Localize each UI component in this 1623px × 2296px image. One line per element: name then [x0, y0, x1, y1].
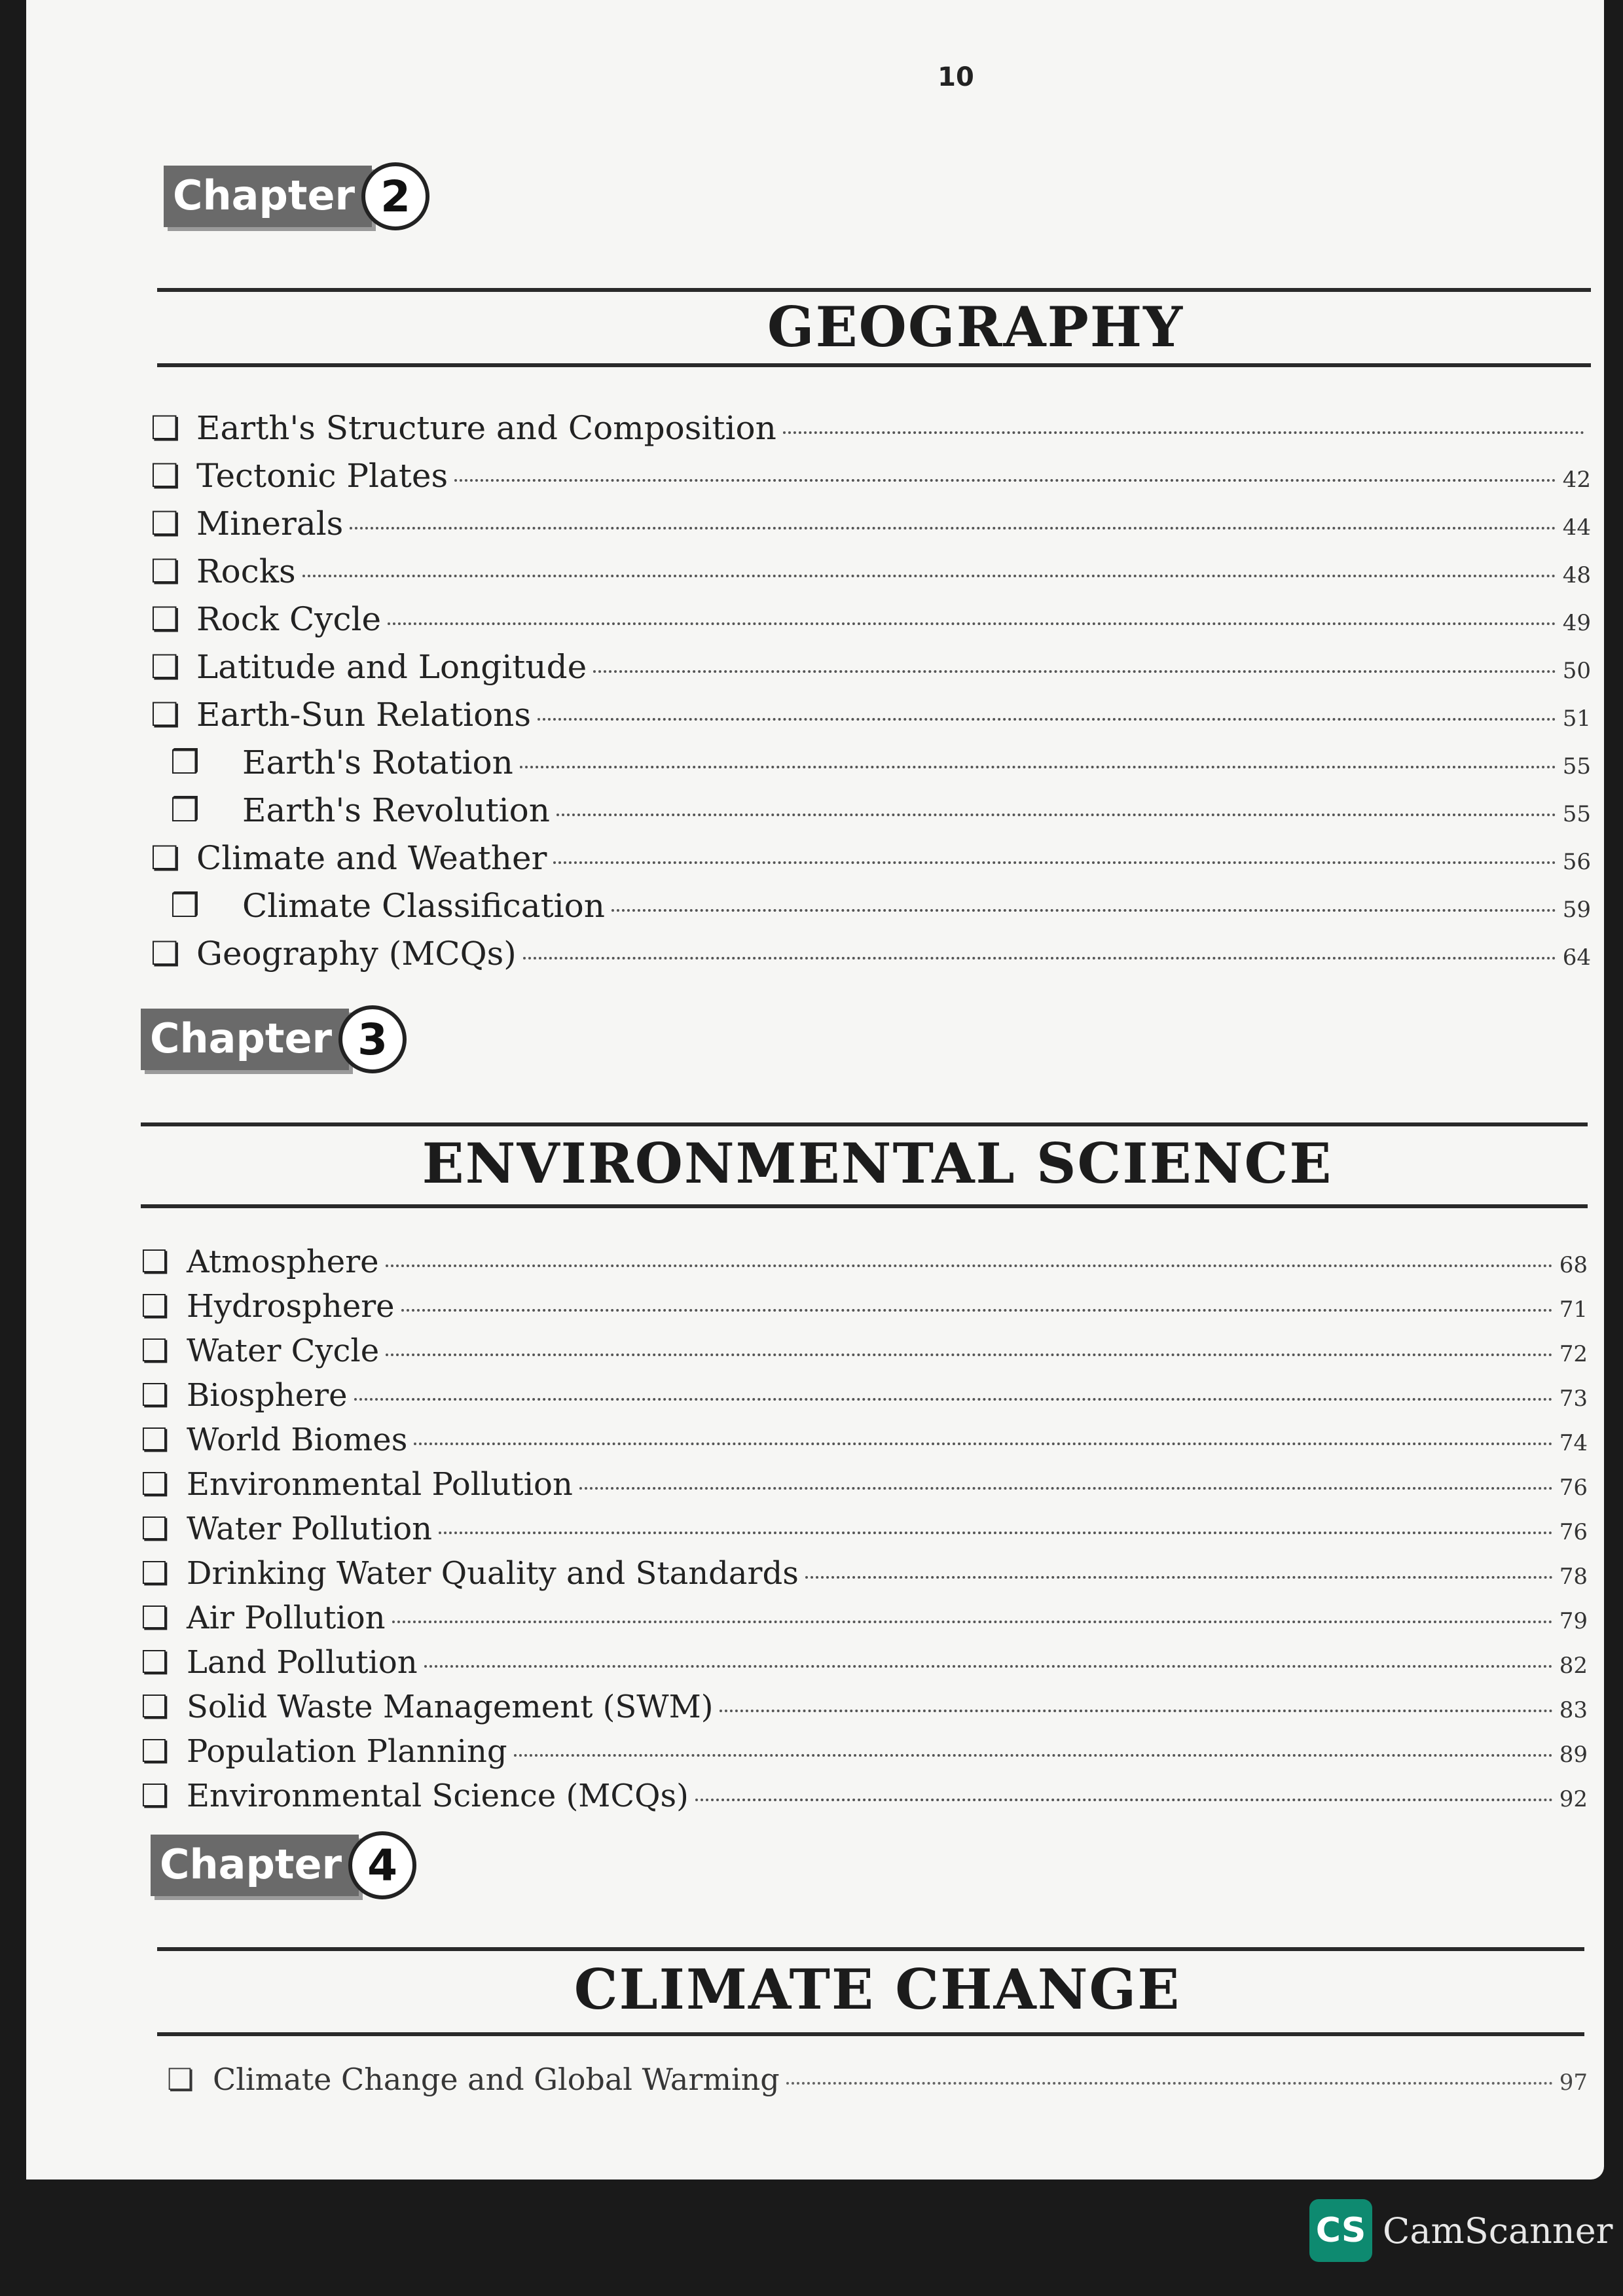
chapter-label: Chapter	[151, 1835, 359, 1896]
chapter-label: Chapter	[141, 1009, 349, 1070]
checkbox-icon: ❏	[151, 839, 180, 877]
checkbox-icon: ❏	[141, 1600, 170, 1636]
toc-subitem[interactable]: ❒ Earth's Rotation 55	[151, 744, 1591, 781]
checkbox-icon: ❏	[151, 552, 180, 590]
checkbox-icon: ❏	[141, 1644, 170, 1681]
toc-item[interactable]: ❏ Tectonic Plates 42	[151, 457, 1591, 495]
document-page	[26, 0, 1604, 2179]
toc-item[interactable]: ❏ Rock Cycle 49	[151, 600, 1591, 638]
chapter-number: 4	[348, 1831, 416, 1899]
toc-item[interactable]: ❏ Climate Change and Global Warming 97	[167, 2062, 1588, 2097]
toc-item[interactable]: ❏ Rocks 48	[151, 552, 1591, 590]
toc-subitem[interactable]: ❒ Climate Classification 59	[151, 887, 1591, 925]
divider-top	[157, 288, 1591, 292]
toc-item[interactable]: ❏ World Biomes 74	[141, 1422, 1588, 1458]
camscanner-name: CamScanner	[1383, 2210, 1613, 2251]
chapter-3-title: ENVIRONMENTAL SCIENCE	[422, 1131, 1333, 1196]
chapter-number: 2	[361, 162, 429, 230]
divider-bottom	[157, 363, 1591, 367]
toc-item[interactable]: ❏ Earth's Structure and Composition	[151, 409, 1591, 447]
chapter-label: Chapter	[164, 166, 372, 227]
toc-item[interactable]: ❏ Earth-Sun Relations 51	[151, 696, 1591, 734]
checkbox-icon: ❏	[151, 457, 180, 495]
chapter-3-badge	[141, 1007, 407, 1072]
toc-item[interactable]: ❏ Drinking Water Quality and Standards 78	[141, 1555, 1588, 1592]
toc-item[interactable]: ❏ Air Pollution 79	[141, 1600, 1588, 1636]
camscanner-watermark	[1309, 2199, 1613, 2262]
toc-item[interactable]: ❏ Climate and Weather 56	[151, 839, 1591, 877]
circle-bullet-icon: ❒	[170, 791, 200, 829]
chapter-4-title: CLIMATE CHANGE	[574, 1957, 1181, 2022]
checkbox-icon: ❏	[151, 409, 180, 447]
toc-item[interactable]: ❏ Land Pollution 82	[141, 1644, 1588, 1681]
chapter-number: 3	[338, 1005, 407, 1073]
checkbox-icon: ❏	[141, 1377, 170, 1414]
toc-item[interactable]: ❏ Latitude and Longitude 50	[151, 648, 1591, 686]
checkbox-icon: ❏	[141, 1555, 170, 1592]
chapter-2-badge	[164, 164, 429, 229]
checkbox-icon: ❏	[141, 1288, 170, 1325]
divider-bottom	[157, 2032, 1584, 2036]
checkbox-icon: ❏	[141, 1511, 170, 1547]
toc-item[interactable]: ❏ Minerals 44	[151, 505, 1591, 543]
chapter-4-badge	[151, 1833, 416, 1898]
checkbox-icon: ❏	[151, 600, 180, 638]
toc-item[interactable]: ❏ Water Pollution 76	[141, 1511, 1588, 1547]
toc-subitem[interactable]: ❒ Earth's Revolution 55	[151, 791, 1591, 829]
checkbox-icon: ❏	[141, 1244, 170, 1280]
toc-item[interactable]: ❏ Environmental Science (MCQs) 92	[141, 1778, 1588, 1814]
toc-item[interactable]: ❏ Solid Waste Management (SWM) 83	[141, 1689, 1588, 1725]
checkbox-icon: ❏	[141, 1333, 170, 1369]
checkbox-icon: ❏	[151, 505, 180, 543]
toc-item[interactable]: ❏ Hydrosphere 71	[141, 1288, 1588, 1325]
checkbox-icon: ❏	[167, 2062, 194, 2097]
page-number: 10	[938, 62, 974, 92]
toc-item[interactable]: ❏ Atmosphere 68	[141, 1244, 1588, 1280]
toc-item[interactable]: ❏ Environmental Pollution 76	[141, 1466, 1588, 1503]
chapter-2-title: GEOGRAPHY	[767, 295, 1184, 359]
divider-top	[157, 1947, 1584, 1951]
checkbox-icon: ❏	[141, 1466, 170, 1503]
divider-top	[141, 1122, 1588, 1126]
toc-item[interactable]: ❏ Population Planning 89	[141, 1733, 1588, 1770]
circle-bullet-icon: ❒	[170, 887, 200, 925]
checkbox-icon: ❏	[141, 1733, 170, 1770]
checkbox-icon: ❏	[151, 935, 180, 973]
circle-bullet-icon: ❒	[170, 744, 200, 781]
checkbox-icon: ❏	[151, 696, 180, 734]
toc-item[interactable]: ❏ Geography (MCQs) 64	[151, 935, 1591, 973]
divider-bottom	[141, 1204, 1588, 1208]
checkbox-icon: ❏	[141, 1778, 170, 1814]
checkbox-icon: ❏	[141, 1422, 170, 1458]
checkbox-icon: ❏	[141, 1689, 170, 1725]
checkbox-icon: ❏	[151, 648, 180, 686]
camscanner-logo-icon: CS	[1309, 2199, 1372, 2262]
toc-item[interactable]: ❏ Biosphere 73	[141, 1377, 1588, 1414]
toc-item[interactable]: ❏ Water Cycle 72	[141, 1333, 1588, 1369]
